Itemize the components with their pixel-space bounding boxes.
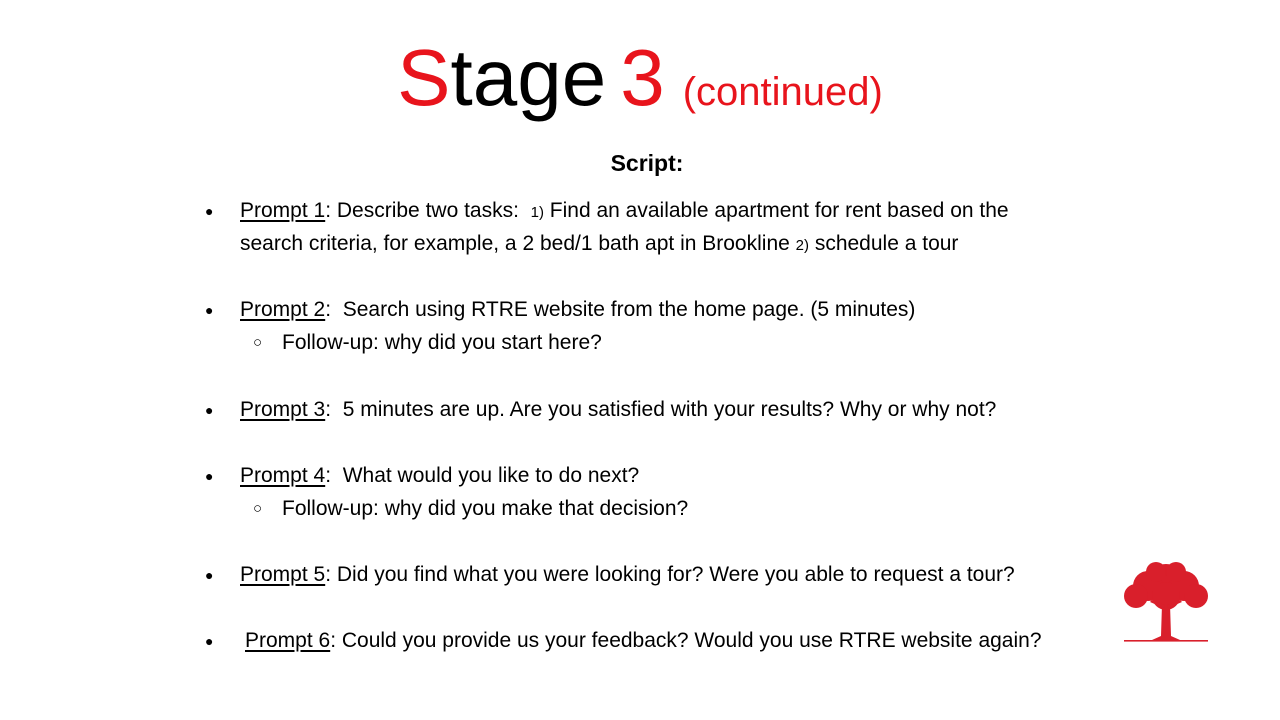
prompt-4-line xyxy=(240,462,639,490)
prompt-1-line2-a: search criteria, for example, a 2 bed/1 bath apt in Brookline xyxy=(240,232,796,255)
bullet-icon: ● xyxy=(205,402,214,418)
prompt-3-text: : 5 minutes are up. Are you satisfied with your results? Why or why not? xyxy=(325,398,997,421)
prompt-6-text: : Could you provide us your feedback? Would you use RTRE website again? xyxy=(330,629,1042,652)
prompt-3-line xyxy=(240,396,996,424)
bullet-icon: ● xyxy=(205,302,214,318)
prompt-1-line-2 xyxy=(240,230,958,260)
bullet-icon: ● xyxy=(205,203,214,219)
title-number: 3 xyxy=(620,33,665,122)
bullet-icon: ● xyxy=(205,567,214,583)
prompt-1-num-2: 2) xyxy=(795,237,809,254)
bullet-icon: ● xyxy=(205,468,214,484)
sub-bullet-icon: ○ xyxy=(253,334,263,351)
prompt-5-text: : Did you find what you were looking for? Were you able to request a tour? xyxy=(325,563,1015,586)
prompt-3-label: Prompt 3 xyxy=(240,398,326,421)
script-heading: Script: xyxy=(610,150,684,176)
title-word: tage xyxy=(450,33,607,122)
title-first-letter: S xyxy=(397,33,451,122)
prompt-2-followup: Follow-up: why did you start here? xyxy=(282,331,602,354)
prompt-6-line xyxy=(245,627,1042,655)
prompt-5-label: Prompt 5 xyxy=(240,563,326,586)
prompt-4-label: Prompt 4 xyxy=(240,464,326,487)
prompt-6-label: Prompt 6 xyxy=(245,629,331,652)
sub-bullet-icon: ○ xyxy=(253,500,263,517)
prompt-1-num-1: 1) xyxy=(530,204,544,221)
prompt-4-text: : What would you like to do next? xyxy=(325,464,640,487)
prompt-2-text: : Search using RTRE website from the home page. (5 minutes) xyxy=(325,298,916,321)
prompt-1-text-a: : Describe two tasks: xyxy=(325,199,531,222)
prompt-1-line2-b: schedule a tour xyxy=(808,232,959,255)
title-suffix: (continued) xyxy=(682,70,883,114)
prompt-1-label: Prompt 1 xyxy=(240,199,326,222)
tree-icon xyxy=(1120,560,1212,644)
prompt-2-line xyxy=(240,296,915,324)
prompt-5-line xyxy=(240,561,1015,589)
prompt-1-line-1 xyxy=(240,197,1009,227)
bullet-icon: ● xyxy=(205,633,214,649)
slide-title xyxy=(0,33,1280,122)
prompt-1-text-b: Find an available apartment for rent based on the xyxy=(543,199,1009,222)
prompt-2-label: Prompt 2 xyxy=(240,298,326,321)
prompt-4-followup: Follow-up: why did you make that decision? xyxy=(282,497,689,520)
